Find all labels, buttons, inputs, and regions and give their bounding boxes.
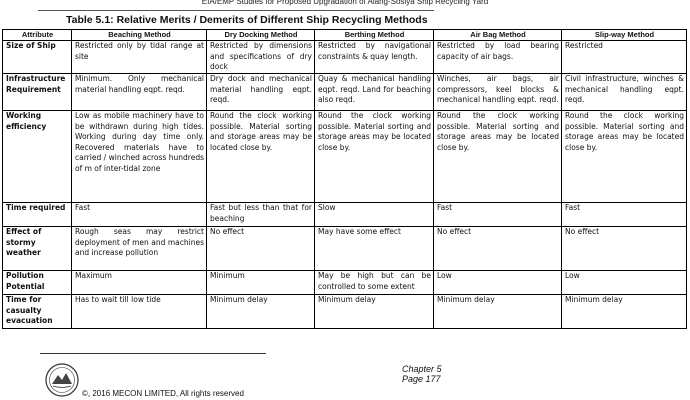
table-cell: Minimum delay [315, 295, 434, 329]
table-row [3, 74, 687, 111]
table-cell: Quay & mechanical handling eqpt. reqd. Land for beaching also reqd. [315, 74, 434, 111]
page-number: Page 177 [402, 374, 441, 384]
table-row [3, 203, 687, 227]
row-attribute: Infrastructure Requirement [3, 74, 72, 111]
table-cell: Restricted only by tidal range at site [72, 41, 207, 74]
running-header: EIA/EMP Studies for Proposed Upgradation of Alang-Sosiya Ship Recycling Yard [201, 0, 489, 6]
table-cell: No effect [562, 227, 687, 271]
table-row [3, 295, 687, 329]
table-cell: Fast [72, 203, 207, 227]
table-cell: No effect [434, 227, 562, 271]
table-cell: Restricted by navigational constraints & quay length. [315, 41, 434, 74]
table-cell: Fast [434, 203, 562, 227]
table-cell: Minimum delay [434, 295, 562, 329]
column-header-attribute: Attribute [3, 30, 72, 41]
chapter-label: Chapter 5 [402, 364, 442, 374]
table-cell: Low [434, 271, 562, 295]
row-attribute: Size of Ship [3, 41, 72, 74]
table-cell: Minimum delay [207, 295, 315, 329]
table-cell: May be high but can be controlled to some extent [315, 271, 434, 295]
table-cell: Low as mobile machinery have to be withdrawn during high tides. Working during day time only. Recovered materials have to carried / winched across hundreds of m of inter-tidal zone [72, 111, 207, 203]
header-rule [38, 10, 434, 11]
chapter-info [402, 364, 442, 384]
row-attribute: Working efficiency [3, 111, 72, 203]
column-header-air-bag: Air Bag Method [434, 30, 562, 41]
row-attribute: Effect of stormy weather [3, 227, 72, 271]
table-cell: Fast but less than that for beaching [207, 203, 315, 227]
table-cell: No effect [207, 227, 315, 271]
table-cell: Has to wait till low tide [72, 295, 207, 329]
merits-table [2, 29, 687, 329]
table-cell: Round the clock working possible. Material sorting and storage areas may be located close by. [562, 111, 687, 203]
column-header-berthing: Berthing Method [315, 30, 434, 41]
table-cell: Round the clock working possible. Material sorting and storage areas may be located close by. [315, 111, 434, 203]
row-attribute: Pollution Potential [3, 271, 72, 295]
table-cell: Restricted by load bearing capacity of air bags. [434, 41, 562, 74]
table-cell: Winches, air bags, air compressors, keel blocks & mechanical handling eqpt. reqd. [434, 74, 562, 111]
column-header-dry-docking: Dry Docking Method [207, 30, 315, 41]
table-cell: May have some effect [315, 227, 434, 271]
table-title: Table 5.1: Relative Merits / Demerits of Different Ship Recycling Methods [66, 14, 428, 26]
column-header-beaching: Beaching Method [72, 30, 207, 41]
table-cell: Dry dock and mechanical material handling eqpt. reqd. [207, 74, 315, 111]
table-cell: Rough seas may restrict deployment of men and machines and increase pollution [72, 227, 207, 271]
table-cell: Maximum [72, 271, 207, 295]
table-cell: Restricted by dimensions and specifications of dry dock [207, 41, 315, 74]
table-cell: Restricted [562, 41, 687, 74]
footer-rule [40, 353, 266, 354]
table-cell: Minimum [207, 271, 315, 295]
table-cell: Round the clock working possible. Material sorting and storage areas may be located close by. [207, 111, 315, 203]
table-cell: Minimum. Only mechanical material handling eqpt. reqd. [72, 74, 207, 111]
row-attribute: Time required [3, 203, 72, 227]
table-cell: Low [562, 271, 687, 295]
table-header-row [3, 30, 687, 41]
table-cell: Minimum delay [562, 295, 687, 329]
table-cell: Slow [315, 203, 434, 227]
mecon-logo-icon [44, 362, 80, 398]
table-row [3, 271, 687, 295]
table-cell: Civil infrastructure, winches & mechanical handling eqpt. reqd. [562, 74, 687, 111]
table-cell: Round the clock working possible. Material sorting and storage areas may be located close by. [434, 111, 562, 203]
row-attribute: Time for casualty evacuation [3, 295, 72, 329]
table-row [3, 111, 687, 203]
copyright-notice: ©, 2016 MECON LIMITED, All rights reserved [82, 389, 244, 398]
table-row [3, 227, 687, 271]
table-row [3, 41, 687, 74]
column-header-slip-way: Slip-way Method [562, 30, 687, 41]
table-cell: Fast [562, 203, 687, 227]
